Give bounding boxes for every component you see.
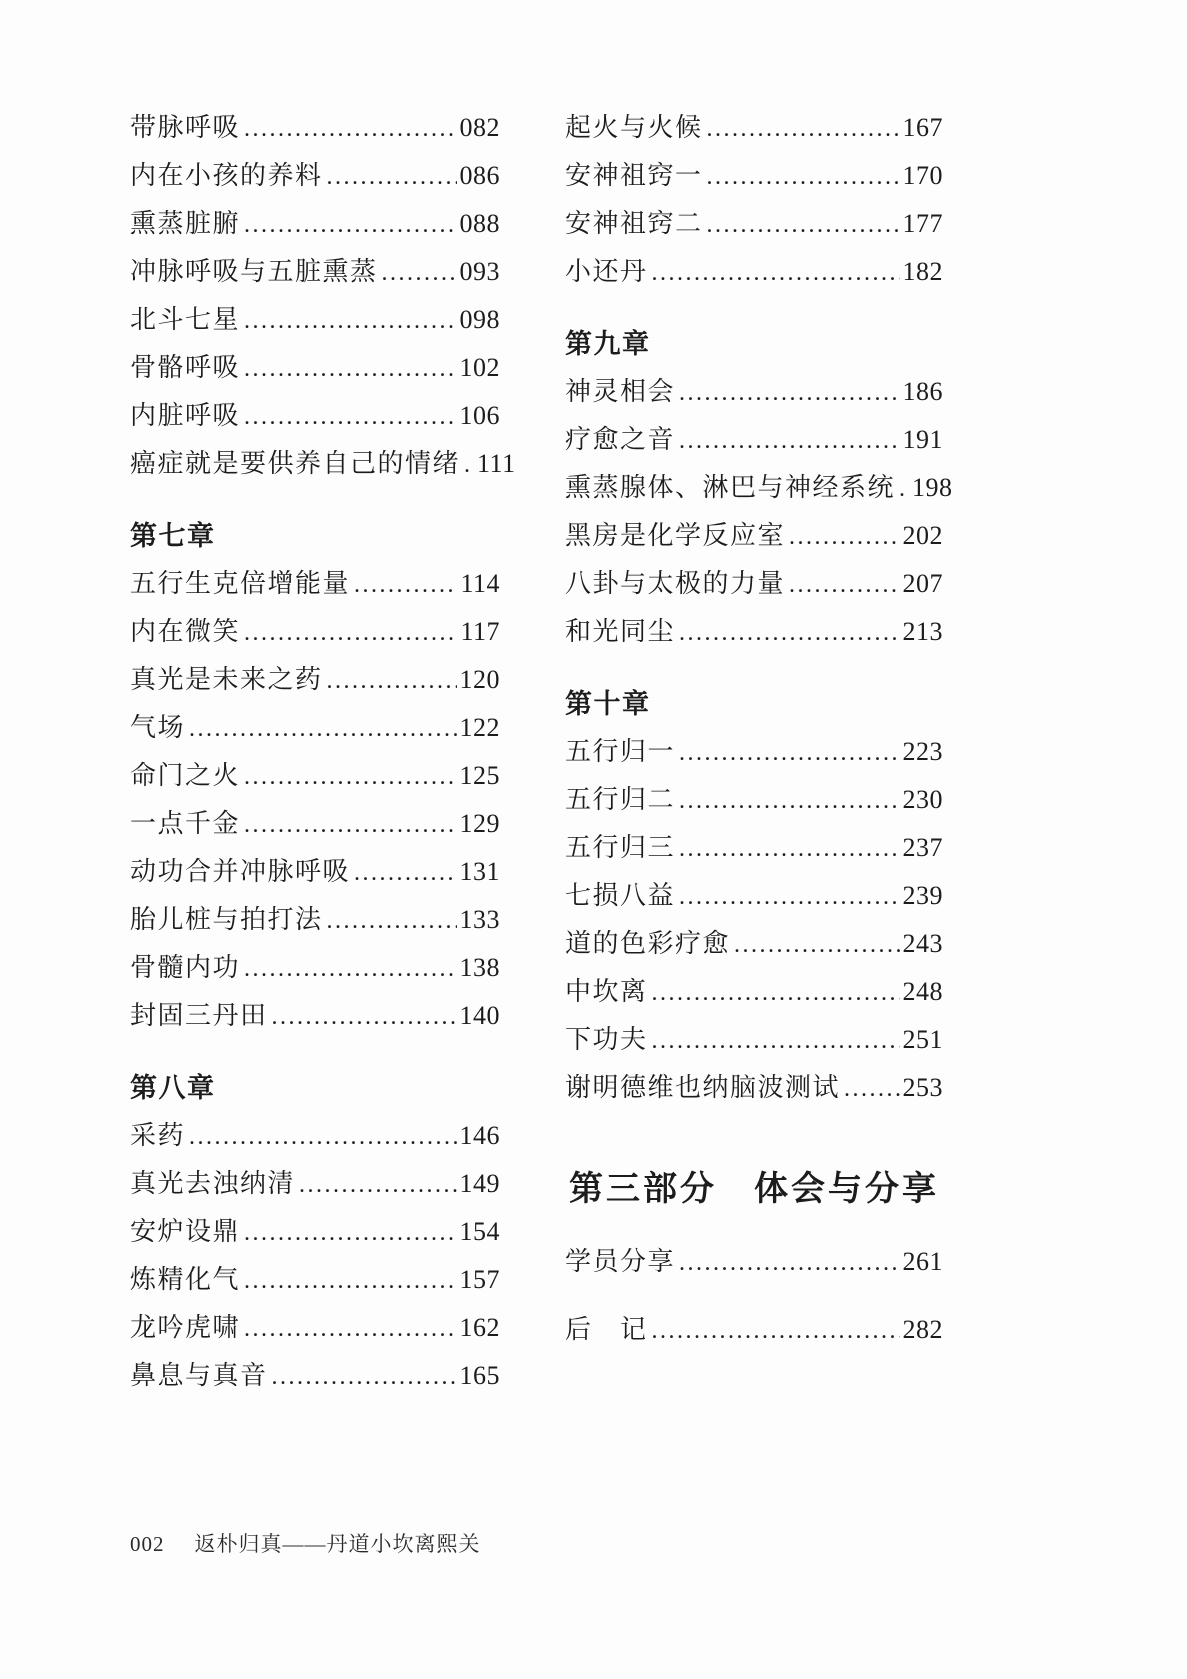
toc-entry-title: 五行归二 (565, 785, 676, 814)
dot-leader (244, 1208, 456, 1257)
toc-entry (130, 1208, 500, 1256)
dot-leader (679, 1238, 899, 1287)
toc-part-heading (565, 1164, 943, 1216)
dot-leader (382, 248, 457, 297)
toc-entry-title: 谢明德维也纳脑波测试 (565, 1073, 841, 1102)
toc-entry (130, 896, 500, 944)
dot-leader (327, 656, 457, 705)
dot-leader (789, 512, 899, 561)
toc-entry-page: 114 (460, 569, 500, 598)
toc-entry-page: 138 (459, 953, 500, 982)
toc-entry (130, 1160, 500, 1208)
toc-entry-title: 安神祖窍二 (565, 209, 703, 238)
toc-entry-page: 086 (459, 161, 500, 190)
toc-entry-page: 261 (902, 1247, 943, 1276)
toc-entry (130, 704, 500, 752)
toc-entry-title: 五行归一 (565, 737, 676, 766)
toc-entry-page: 082 (459, 113, 500, 142)
toc-entry-title: 学员分享 (565, 1247, 676, 1276)
toc-entry-page: 162 (459, 1313, 500, 1342)
toc-entry-title: 真光去浊纳清 (130, 1169, 296, 1198)
toc-entry-title: 胎儿桩与拍打法 (130, 905, 323, 934)
toc-entry-page: 129 (459, 809, 500, 838)
dot-leader (679, 608, 899, 657)
dot-leader (189, 704, 456, 753)
toc-entry-title: 小还丹 (565, 257, 648, 286)
dot-leader (844, 1064, 899, 1113)
dot-leader (652, 968, 900, 1017)
toc-entry-title: 黑房是化学反应室 (565, 521, 786, 550)
toc-entry-page: 186 (902, 377, 943, 406)
toc-entry (130, 104, 500, 152)
toc-chapter-heading (130, 512, 500, 560)
toc-entry-title: 龙吟虎啸 (130, 1313, 241, 1342)
toc-entry-title: 鼻息与真音 (130, 1361, 268, 1390)
toc-entry-page: 165 (459, 1361, 500, 1390)
page-footer (130, 1528, 481, 1558)
toc-entry-page: 243 (902, 929, 943, 958)
toc-entry-title: 和光同尘 (565, 617, 676, 646)
toc-entry-page: 102 (459, 353, 500, 382)
toc-chapter-title: 第七章 (130, 521, 216, 551)
toc-entry (565, 968, 943, 1016)
toc-entry-page: 207 (902, 569, 943, 598)
dot-leader (327, 896, 457, 945)
toc-entry (130, 296, 500, 344)
dot-leader (707, 200, 900, 249)
toc-entry-page: 239 (902, 881, 943, 910)
toc-part-title: 第三部分 体会与分享 (569, 1171, 939, 1208)
dot-leader (679, 416, 899, 465)
toc-entry (565, 1306, 943, 1354)
toc-entry-page: 248 (902, 977, 943, 1006)
dot-leader (707, 152, 900, 201)
toc-entry (130, 560, 500, 608)
dot-leader (299, 1160, 456, 1209)
toc-entry (565, 608, 943, 656)
toc-entry-page: 106 (459, 401, 500, 430)
toc-entry-title: 采药 (130, 1121, 186, 1150)
toc-entry-page: 146 (459, 1121, 500, 1150)
dot-leader (679, 776, 899, 825)
toc-entry-page: 149 (459, 1169, 500, 1198)
dot-leader (244, 104, 456, 153)
dot-leader (244, 608, 457, 657)
toc-entry-title: 冲脉呼吸与五脏熏蒸 (130, 257, 378, 286)
toc-entry-page: 170 (902, 161, 943, 190)
toc-entry-page: 282 (902, 1315, 943, 1344)
dot-leader (244, 344, 456, 393)
toc-entry-page: 251 (902, 1025, 943, 1054)
toc-entry-title: 下功夫 (565, 1025, 648, 1054)
toc-entry-page: 230 (902, 785, 943, 814)
toc-entry (130, 200, 500, 248)
toc-entry (130, 344, 500, 392)
toc-entry-title: 熏蒸脏腑 (130, 209, 241, 238)
toc-entry-title: 内在小孩的养料 (130, 161, 323, 190)
toc-entry (565, 776, 943, 824)
toc-right-column (565, 104, 953, 1354)
dot-leader (899, 464, 909, 513)
toc-entry (565, 824, 943, 872)
dot-leader (652, 1306, 900, 1355)
toc-entry (565, 416, 943, 464)
toc-entry (565, 200, 943, 248)
toc-entry-title: 封固三丹田 (130, 1001, 268, 1030)
toc-entry-title: 神灵相会 (565, 377, 676, 406)
toc-entry (130, 1256, 500, 1304)
toc-entry (130, 152, 500, 200)
toc-entry-page: 213 (902, 617, 943, 646)
dot-leader (272, 992, 457, 1041)
dot-leader (652, 248, 900, 297)
toc-entry-page: 122 (459, 713, 500, 742)
toc-entry-title: 中坎离 (565, 977, 648, 1006)
toc-entry (130, 848, 500, 896)
toc-entry-page: 120 (459, 665, 500, 694)
toc-entry-page: 117 (460, 617, 500, 646)
toc-entry (130, 944, 500, 992)
toc-entry-page: 223 (902, 737, 943, 766)
toc-entry (565, 728, 943, 776)
toc-left-column (130, 104, 516, 1400)
toc-entry-page: 182 (902, 257, 943, 286)
toc-entry-title: 癌症就是要供养自己的情绪 (130, 449, 461, 478)
toc-entry (130, 800, 500, 848)
toc-entry (130, 992, 500, 1040)
toc-entry-title: 内在微笑 (130, 617, 241, 646)
dot-leader (679, 728, 899, 777)
toc-entry-title: 带脉呼吸 (130, 113, 241, 142)
toc-entry-title: 安炉设鼎 (130, 1217, 241, 1246)
dot-leader (189, 1112, 456, 1161)
toc-entry-page: 167 (902, 113, 943, 142)
toc-entry-page: 131 (459, 857, 500, 886)
toc-entry-title: 八卦与太极的力量 (565, 569, 786, 598)
dot-leader (679, 368, 899, 417)
dot-leader (679, 824, 899, 873)
toc-entry-title: 北斗七星 (130, 305, 241, 334)
toc-entry-title: 熏蒸腺体、淋巴与神经系统 (565, 473, 896, 502)
toc-chapter-heading (130, 1064, 500, 1112)
toc-entry (565, 1238, 943, 1286)
toc-entry-title: 一点千金 (130, 809, 241, 838)
toc-entry-title: 安神祖窍一 (565, 161, 703, 190)
toc-entry (565, 872, 943, 920)
toc-entry-page: 191 (902, 425, 943, 454)
toc-entry-title: 内脏呼吸 (130, 401, 241, 430)
toc-entry (130, 440, 516, 488)
toc-entry-page: 237 (902, 833, 943, 862)
toc-entry-title: 气场 (130, 713, 186, 742)
toc-entry-title: 炼精化气 (130, 1265, 241, 1294)
toc-entry (565, 560, 943, 608)
toc-entry (565, 464, 953, 512)
toc-entry-title: 动功合并冲脉呼吸 (130, 857, 351, 886)
toc-entry-title: 五行归三 (565, 833, 676, 862)
dot-leader (244, 800, 456, 849)
toc-entry-page: 140 (459, 1001, 500, 1030)
dot-leader (244, 200, 456, 249)
toc-entry-page: 253 (902, 1073, 943, 1102)
toc-entry-page: 125 (459, 761, 500, 790)
dot-leader (679, 872, 899, 921)
dot-leader (244, 296, 456, 345)
toc-chapter-title: 第十章 (565, 689, 651, 719)
toc-entry (565, 104, 943, 152)
toc-entry (130, 248, 500, 296)
toc-entry (565, 1064, 943, 1112)
dot-leader (707, 104, 900, 153)
toc-entry-title: 真光是未来之药 (130, 665, 323, 694)
dot-leader (327, 152, 457, 201)
toc-entry (565, 152, 943, 200)
toc-entry-page: 154 (459, 1217, 500, 1246)
dot-leader (244, 392, 456, 441)
toc-entry-page: 177 (902, 209, 943, 238)
toc-chapter-heading (565, 680, 943, 728)
toc-entry-title: 命门之火 (130, 761, 241, 790)
dot-leader (244, 944, 456, 993)
dot-leader (244, 752, 456, 801)
toc-entry-page: 202 (902, 521, 943, 550)
toc-entry-page: 088 (459, 209, 500, 238)
dot-leader (244, 1256, 456, 1305)
toc-entry (565, 512, 943, 560)
toc-chapter-title: 第九章 (565, 329, 651, 359)
toc-entry (130, 752, 500, 800)
toc-entry-page: 133 (459, 905, 500, 934)
toc-entry (130, 1112, 500, 1160)
dot-leader (354, 560, 457, 609)
toc-entry-title: 五行生克倍增能量 (130, 569, 351, 598)
toc-entry (565, 248, 943, 296)
toc-entry (130, 1352, 500, 1400)
toc-chapter-heading (565, 320, 943, 368)
footer-page-number: 002 (130, 1532, 165, 1556)
toc-entry-page: 111 (477, 449, 516, 478)
dot-leader (244, 1304, 456, 1353)
dot-leader (354, 848, 456, 897)
toc-entry-title: 七损八益 (565, 881, 676, 910)
toc-entry (565, 1016, 943, 1064)
toc-entry (565, 368, 943, 416)
toc-entry (130, 392, 500, 440)
footer-book-title: 返朴归真——丹道小坎离熙关 (194, 1532, 481, 1556)
dot-leader (652, 1016, 900, 1065)
dot-leader (734, 920, 899, 969)
toc-entry-title: 疗愈之音 (565, 425, 676, 454)
toc-entry (130, 1304, 500, 1352)
toc-entry-title: 骨髓内功 (130, 953, 241, 982)
toc-entry-page: 198 (912, 473, 953, 502)
toc-entry (130, 656, 500, 704)
toc-entry-page: 098 (459, 305, 500, 334)
toc-chapter-title: 第八章 (130, 1073, 216, 1103)
toc-entry-title: 后 记 (565, 1315, 648, 1344)
dot-leader (789, 560, 899, 609)
toc-entry (130, 608, 500, 656)
toc-entry (565, 920, 943, 968)
dot-leader (464, 440, 474, 489)
toc-entry-title: 道的色彩疗愈 (565, 929, 731, 958)
toc-entry-page: 157 (459, 1265, 500, 1294)
toc-entry-title: 骨骼呼吸 (130, 353, 241, 382)
toc-entry-title: 起火与火候 (565, 113, 703, 142)
toc-entry-page: 093 (459, 257, 500, 286)
dot-leader (272, 1352, 457, 1401)
